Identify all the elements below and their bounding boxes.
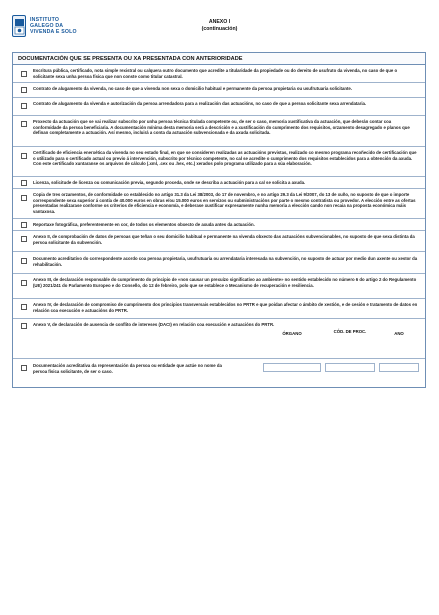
column-header-organ: ÓRGANO [282,331,302,336]
item-text: Certificado de eficiencia enerxética da vivenda no seu estado final, en que se consideren realizadas as actuacións previstas, realizado co mesmo programa recoñecido de certificación que o utilizado para o certificado actual ou previo á intervención, subscrito por técnico competente, no cal se acredite o cumprimento dos requisitos establecidos para a obtención da axuda. Con este certificado xuntaranse os arquivos de cálculo (.xml, .cex ou .hex, etc.) xerados polo programa utilizado para a súa elaboración. [33,150,417,167]
list-item [13,177,425,189]
document-checkbox[interactable] [21,222,27,228]
year-field[interactable] [379,363,419,372]
document-checkbox[interactable] [21,236,27,242]
document-checkbox[interactable] [21,323,27,329]
list-item [13,319,425,359]
list-item [13,359,425,387]
item-text: Proxecto da actuación que se vai realizar subscrito por unha persoa técnica titulada competente ou, de ser o caso, memoria xustificativa da actuación, que deberán contar coa conformidade da persoa beneficiaria. A documentación mínima desta memoria será a descrición e a xustificación do cumprimento dos requisitos, orzamento desagregado e planos que definan completamente a actuación. Así mesmo, incluirá a conta da actuación subvencionada e da axuda solicitada. [33,119,410,136]
logo-line: VIVENDA E SOLO [30,29,77,36]
document-checkbox[interactable] [21,365,27,371]
item-text: Licenza, solicitude de licenza ou comunicación previa, segundo proceda, onde se describa a actuación para a cal se solicita a axuda. [33,180,306,185]
item-text: Anexo V, de declaración de ausencia de conflito de intereses (DACI) en relación coa execución e actuacións do PRTR. [33,322,275,327]
item-text: Contrato de alugamento da vivenda e autorización da persoa arrendadora para a realización das actuacións, no caso de que a persoa solicitante sexa arrendataria. [33,101,367,106]
document-checkbox[interactable] [21,195,27,201]
document-checkbox[interactable] [21,258,27,264]
document-checkbox[interactable] [21,180,27,186]
organ-field[interactable] [263,363,321,372]
item-text: Anexo II, de comprobación de datos de persoas que teñan o seu domicilio habitual e permanente na vivenda obxecto das actuacións subvencionables, no suposto de que sexa distinta da persoa solicitante da subvención. [33,234,415,245]
list-item [13,219,425,231]
logo-line: INSTITUTO [30,16,60,23]
document-checkbox[interactable] [21,121,27,127]
list-item [13,65,425,83]
item-text: Anexo IV, de declaración de compromiso de cumprimento dos principios transversais establecidos no PRTR e que poidan afectar o ámbito de xestión, e de cesión e tratamento de datos en relación coa execución e actuacións do PRTR. [33,302,418,313]
list-item [13,274,425,299]
item-text: Contrato de alugamento da vivenda, no caso de que a vivenda non sexa o domicilio habitual e permanente da persoa propietaria ou usufrutuaria solicitante. [33,86,352,91]
annex-subtitle: (continuación) [201,26,238,32]
logo-line: GALEGO DA [30,22,64,29]
column-header-year: ANO [394,331,404,336]
document-checkbox[interactable] [21,103,27,109]
section-title: DOCUMENTACIÓN QUE SE PRESENTA OU XA PRESENTADA CON ANTERIORIDADE [13,53,425,65]
item-text: Copia de tres orzamentos, de conformidade co establecido no artigo 31.3 da Lei 38/2003, do 17 de novembro, e no artigo 29.3 da Lei 9/2007, do 13 de xuño, no suposto de que o importe correspondente sexa superior á contía de 40.000 euros en obras e/ou 15.000 euros en servizos ou subministracións por parte o mesmo contratista ou provedor. A elección entre as ofertas presentadas realizarase conforme os criterios de eficiencia e economía, e deberase xustificar expresamente nunha memoria a elección cando non recaia na proposta económica máis vantaxosa. [33,192,416,214]
item-text: Reportaxe fotográfica, preferentemente en cor, de todos os elementos obxecto de axuda antes da actuación. [33,222,255,227]
list-item [13,252,425,274]
column-header-proc-code: CÓD. DE PROC. [333,329,367,334]
item-text: Documento acreditativo do correspondente acordo coa persoa propietaria, usufrutuaria ou arrendataria interesada na subvención, no suposto de actuar por medio dun axente ou xestor da rehabilitación. [33,256,418,267]
list-item [13,98,425,116]
list-item [13,231,425,252]
item-text: Documentación acreditativa da representación da persoa ou entidade que actúe no nome da persoa física solicitante, de ser o caso. [33,363,222,374]
item-text: Escritura pública, certificado, nota simple rexistral ou calquera outro documento que acredite a titularidade da propiedade ou do dereito de usufruto da vivenda, no caso de que o solicitante sexa unha persoa física que non conste como titular catastral. [33,68,398,79]
list-item [13,116,425,147]
document-checkbox[interactable] [21,304,27,310]
list-item [13,147,425,177]
document-checkbox[interactable] [21,71,27,77]
list-item [13,299,425,319]
document-checkbox[interactable] [21,153,27,159]
annex-heading [0,16,439,36]
item-text: Anexo III, de declaración responsable do cumprimento do principio de «non causar un prexuízo significativo ao ambiente» no sentido establecido no número 6 do artigo 2 do Regulamento (UE) 2021/241 do Parlamento Europeo e do Consello, do 12 de febreiro, polo que se establece o Mecanismo de recuperación e resiliencia. [33,277,417,288]
page-header [0,0,439,52]
document-checkbox[interactable] [21,280,27,286]
proc-code-field[interactable] [325,363,375,372]
document-checkbox[interactable] [21,87,27,93]
documentation-section [12,52,426,388]
annex-title: ANEXO I [208,19,231,25]
list-item [13,189,425,219]
list-item [13,83,425,98]
